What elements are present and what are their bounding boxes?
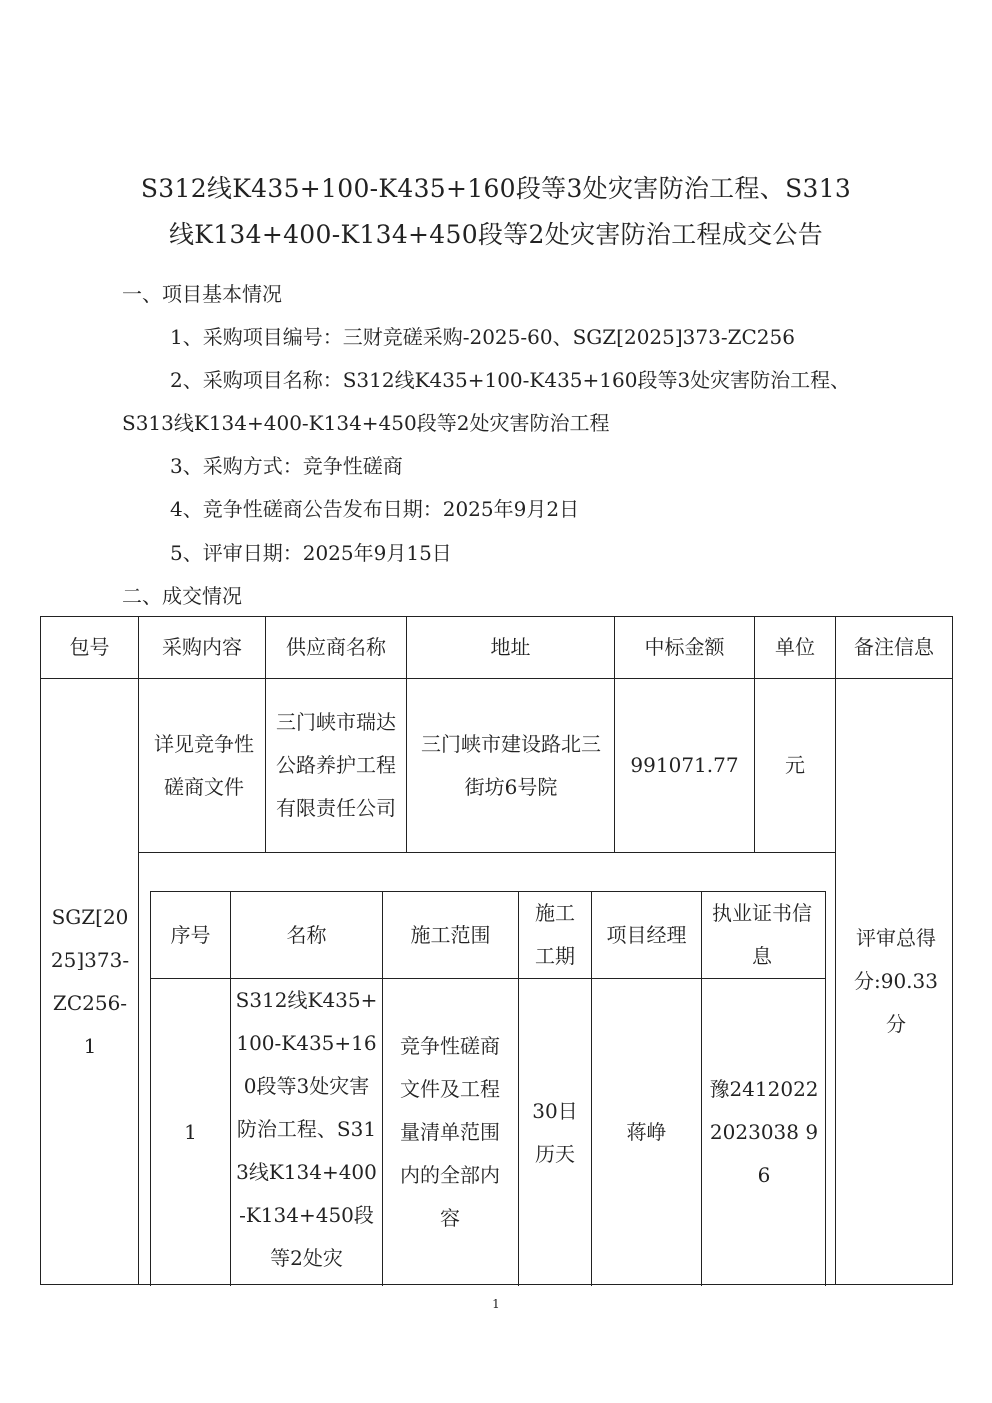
item-review-date: 5、评审日期：2025年9月15日 — [170, 541, 452, 565]
section-1-heading: 一、项目基本情况 — [122, 282, 282, 306]
header-content: 采购内容 — [162, 635, 242, 659]
sub-cell-scope: 竞争性磋商文件及工程量清单范围内的全部内容 — [400, 1034, 500, 1230]
sub-header-no: 序号 — [170, 922, 211, 947]
cell-address: 三门峡市建设路北三街坊6号院 — [421, 731, 601, 799]
sub-header-manager: 项目经理 — [606, 922, 687, 947]
cell-supplier: 三门峡市瑞达公路养护工程有限责任公司 — [276, 710, 396, 820]
sub-cell-name: S312线K435+100-K435+160段等3处灾害防治工程、S313线K134+400-K134+450段等2处灾 — [235, 988, 378, 1270]
header-address: 地址 — [490, 635, 531, 659]
sub-header-name: 名称 — [286, 922, 327, 947]
cell-content: 详见竞争性磋商文件 — [154, 731, 254, 799]
header-package: 包号 — [69, 635, 110, 659]
cell-amount: 991071.77 — [630, 753, 739, 777]
section-2-heading: 二、成交情况 — [122, 584, 242, 608]
header-amount: 中标金额 — [644, 635, 725, 659]
cell-package: SGZ[2025]373-ZC256-1 — [50, 904, 130, 1058]
item-project-name-cont: S313线K134+400-K134+450段等2处灾害防治工程 — [122, 411, 610, 435]
header-unit: 单位 — [775, 635, 815, 659]
header-remark: 备注信息 — [854, 635, 934, 659]
sub-cell-period: 30日历天 — [532, 1098, 578, 1166]
item-project-number: 1、采购项目编号：三财竞磋采购-2025-60、SGZ[2025]373-ZC256 — [170, 325, 795, 349]
page-number: 1 — [492, 1297, 500, 1311]
cell-remark: 评审总得分:90.33分 — [854, 926, 938, 1036]
item-procurement-method: 3、采购方式：竞争性磋商 — [170, 454, 403, 478]
item-project-name: 2、采购项目名称：S312线K435+100-K435+160段等3处灾害防治工程、 — [170, 368, 851, 392]
title-line-1: S312线K435+100-K435+160段等3处灾害防治工程、S313 — [140, 174, 852, 203]
item-announcement-date: 4、竞争性磋商公告发布日期：2025年9月2日 — [170, 497, 580, 521]
sub-header-cert: 执业证书信息 — [712, 901, 812, 968]
sub-cell-cert: 豫24120222023038 96 — [709, 1077, 819, 1187]
sub-header-period: 施工工期 — [535, 901, 575, 968]
sub-table — [150, 891, 826, 1286]
title — [60, 166, 932, 258]
cell-unit: 元 — [785, 753, 805, 777]
header-supplier: 供应商名称 — [286, 635, 386, 659]
title-line-2: 线K134+400-K134+450段等2处灾害防治工程成交公告 — [168, 220, 824, 249]
sub-cell-no: 1 — [184, 1120, 197, 1144]
sub-header-scope: 施工范围 — [410, 922, 491, 947]
sub-cell-manager: 蒋峥 — [626, 1120, 667, 1144]
result-table — [40, 616, 953, 1285]
